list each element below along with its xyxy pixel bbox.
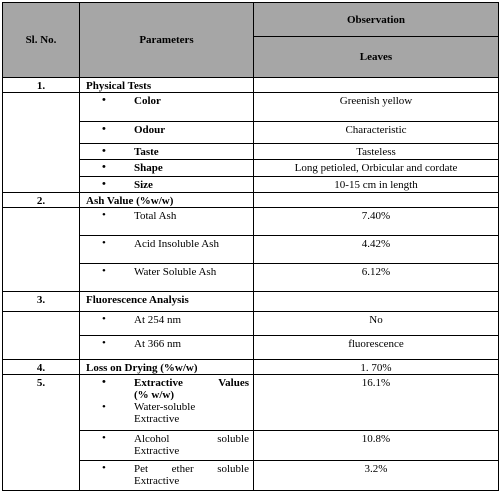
- observation-value: Characteristic: [254, 122, 499, 144]
- section-number: 5.: [3, 375, 80, 491]
- parameter-label: Values: [218, 377, 249, 389]
- section-number: 3.: [3, 292, 80, 312]
- table-row: [3, 292, 499, 312]
- section-title: Loss on Drying (%w/w): [80, 360, 254, 375]
- bullet-icon: •: [102, 161, 106, 173]
- bullet-icon: •: [102, 462, 106, 474]
- table-row: [3, 312, 499, 336]
- parameter-item: [80, 312, 254, 336]
- observation-value: 16.1%: [254, 375, 499, 431]
- header-leaves: Leaves: [254, 37, 499, 78]
- parameter-label: soluble: [217, 463, 249, 475]
- bullet-icon: •: [102, 145, 106, 157]
- section-title: Physical Tests: [80, 78, 254, 93]
- bullet-icon: •: [102, 376, 106, 388]
- observation-value: Greenish yellow: [254, 93, 499, 122]
- parameter-label: soluble: [217, 433, 249, 445]
- parameter-label: Water Soluble Ash: [134, 266, 217, 278]
- parameter-label: Extractive: [134, 377, 183, 389]
- bullet-icon: •: [102, 401, 106, 413]
- parameter-label: Extractive: [134, 475, 180, 487]
- table-row: [3, 78, 499, 93]
- parameter-label: Pet: [134, 463, 149, 475]
- bullet-icon: •: [102, 209, 106, 221]
- parameter-label: Extractive: [134, 445, 180, 457]
- table-row: [3, 360, 499, 375]
- parameter-label: Taste: [134, 146, 159, 158]
- bullet-icon: •: [102, 337, 106, 349]
- table-row: [3, 193, 499, 208]
- observation-value: 6.12%: [254, 264, 499, 292]
- parameter-item: [80, 375, 254, 431]
- parameter-label: Size: [134, 179, 153, 191]
- header-parameters: Parameters: [80, 3, 254, 78]
- bullet-icon: •: [102, 313, 106, 325]
- parameter-label: (% w/w): [134, 389, 175, 401]
- parameter-label: Extractive: [134, 413, 180, 425]
- parameter-label: ether: [171, 463, 194, 475]
- parameter-item: [80, 431, 254, 461]
- table-row: [3, 375, 499, 431]
- bullet-icon: •: [102, 237, 106, 249]
- observation-value: 10-15 cm in length: [254, 177, 499, 193]
- parameter-label: Acid Insoluble Ash: [134, 238, 219, 250]
- parameter-label: Shape: [134, 162, 163, 174]
- parameter-label: Total Ash: [134, 210, 177, 222]
- observation-value: 7.40%: [254, 208, 499, 236]
- parameter-label: Color: [134, 95, 161, 107]
- observation-value: fluorescence: [254, 336, 499, 360]
- parameter-item: [80, 461, 254, 491]
- parameter-label: Alcohol: [134, 433, 170, 445]
- section-number: 1.: [3, 78, 80, 93]
- section-title: Ash Value (%w/w): [80, 193, 254, 208]
- bullet-icon: •: [102, 432, 106, 444]
- observation-value: 10.8%: [254, 431, 499, 461]
- parameter-item: [80, 336, 254, 360]
- parameter-item: [80, 236, 254, 264]
- parameter-label: At 254 nm: [134, 314, 182, 326]
- parameter-label: Odour: [134, 124, 166, 136]
- parameter-item: [80, 208, 254, 236]
- observation-value: Long petioled, Orbicular and cordate: [254, 160, 499, 177]
- bullet-icon: •: [102, 265, 106, 277]
- section-title: Fluorescence Analysis: [80, 292, 254, 312]
- parameter-label: At 366 nm: [134, 338, 182, 350]
- parameter-item: [80, 144, 254, 160]
- table-row: [3, 93, 499, 122]
- parameter-label: Water-soluble: [134, 401, 196, 413]
- section-number: 2.: [3, 193, 80, 208]
- bullet-icon: •: [102, 94, 106, 106]
- parameter-item: [80, 93, 254, 122]
- observation-value: Tasteless: [254, 144, 499, 160]
- observation-value: 3.2%: [254, 461, 499, 491]
- parameter-item: [80, 160, 254, 177]
- observation-value: 4.42%: [254, 236, 499, 264]
- parameter-item: [80, 264, 254, 292]
- table-row: [3, 208, 499, 236]
- bullet-icon: •: [102, 123, 106, 135]
- observation-value: 1. 70%: [254, 360, 499, 375]
- header-observation: Observation: [254, 3, 499, 37]
- parameter-item: [80, 122, 254, 144]
- bullet-icon: •: [102, 178, 106, 190]
- parameter-item: [80, 177, 254, 193]
- observation-value: No: [254, 312, 499, 336]
- section-number: 4.: [3, 360, 80, 375]
- header-sl-no: Sl. No.: [3, 3, 80, 78]
- properties-table: [2, 2, 499, 491]
